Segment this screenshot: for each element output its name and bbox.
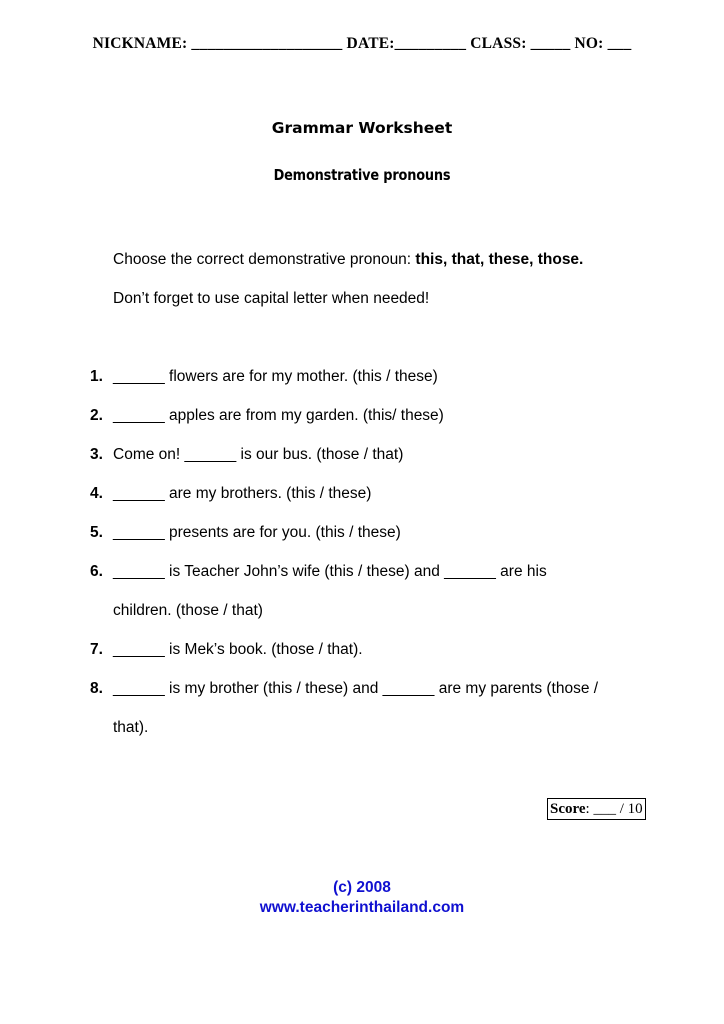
question-text: ______ are my brothers. (this / these) (113, 485, 372, 502)
website-link[interactable]: www.teacherinthailand.com (259, 899, 465, 916)
instruction-line-2: Don’t forget to use capital letter when needed! (113, 290, 430, 307)
question-text: ______ is Mek’s book. (those / that). (113, 641, 363, 658)
pronoun-options: this, that, these, those. (415, 251, 584, 268)
question-text: ______ flowers are for my mother. (this / these) (113, 368, 438, 385)
worksheet-title: Grammar Worksheet (271, 119, 453, 137)
question-number: 8. (90, 680, 103, 697)
instruction-prefix: Choose the correct demonstrative pronoun: (113, 251, 416, 268)
worksheet-subtitle: Demonstrative pronouns (273, 166, 451, 184)
score-value: : ___ / 10 (585, 801, 643, 817)
question-text: ______ is Teacher John’s wife (this / these) and ______ are his (113, 563, 547, 580)
question-number: 5. (90, 524, 103, 541)
instruction-line-1 (113, 251, 583, 269)
question-number: 2. (90, 407, 103, 424)
copyright-text: (c) 2008 (333, 879, 391, 896)
question-text-continued: children. (those / that) (113, 602, 263, 619)
score-label: Score (550, 801, 586, 817)
question-text: Come on! ______ is our bus. (those / that) (113, 446, 404, 463)
question-number: 6. (90, 563, 103, 580)
question-text: ______ is my brother (this / these) and ______ are my parents (those / (113, 680, 599, 697)
question-text: ______ presents are for you. (this / these) (113, 524, 401, 541)
question-number: 1. (90, 368, 103, 385)
question-text: ______ apples are from my garden. (this/ these) (113, 407, 444, 424)
score-box (547, 798, 646, 820)
student-info-header: NICKNAME: ___________________ DATE:_________ CLASS: _____ NO: ___ (92, 35, 632, 52)
question-number: 7. (90, 641, 103, 658)
question-number: 3. (90, 446, 103, 463)
question-text-continued: that). (113, 719, 149, 736)
question-number: 4. (90, 485, 103, 502)
